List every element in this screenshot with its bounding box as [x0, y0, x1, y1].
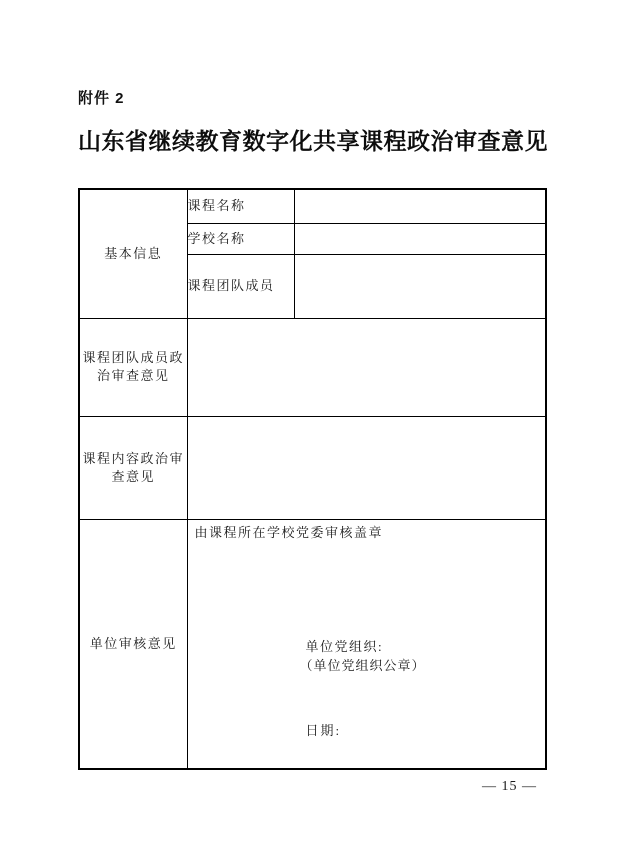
- content-review-label: 课程内容政治审查意见: [79, 416, 187, 519]
- course-name-value-cell: [294, 189, 546, 223]
- attachment-label: 附件 2: [78, 90, 125, 107]
- unit-review-value-cell: [187, 519, 546, 769]
- content-review-value-cell: [187, 416, 546, 519]
- unit-review-label: 单位审核意见: [79, 519, 187, 769]
- course-name-label: 课程名称: [187, 189, 294, 223]
- team-review-value-cell: [187, 318, 546, 416]
- unit-party-org-label: 单位党组织:: [305, 638, 384, 654]
- team-members-label: 课程团队成员: [187, 254, 294, 318]
- unit-review-content: [188, 520, 546, 766]
- unit-party-org-seal-note: （单位党组织公章）: [299, 657, 426, 673]
- team-review-label: 课程团队成员政治审查意见: [79, 318, 187, 416]
- table-row-team-review: [79, 318, 546, 416]
- page-number: — 15 —: [482, 779, 537, 794]
- school-name-value-cell: [294, 223, 546, 254]
- team-members-value-cell: [294, 254, 546, 318]
- table-row-content-review: [79, 416, 546, 519]
- school-name-label: 学校名称: [187, 223, 294, 254]
- page-title: 山东省继续教育数字化共享课程政治审查意见: [78, 129, 548, 154]
- table-row-unit-review: [79, 519, 546, 769]
- date-label: 日期:: [305, 722, 342, 738]
- basic-info-label: 基本信息: [79, 189, 187, 318]
- review-form-table: [78, 188, 547, 770]
- table-row-course-name: [79, 189, 546, 223]
- stamp-instruction-note: 由课程所在学校党委审核盖章: [194, 524, 384, 540]
